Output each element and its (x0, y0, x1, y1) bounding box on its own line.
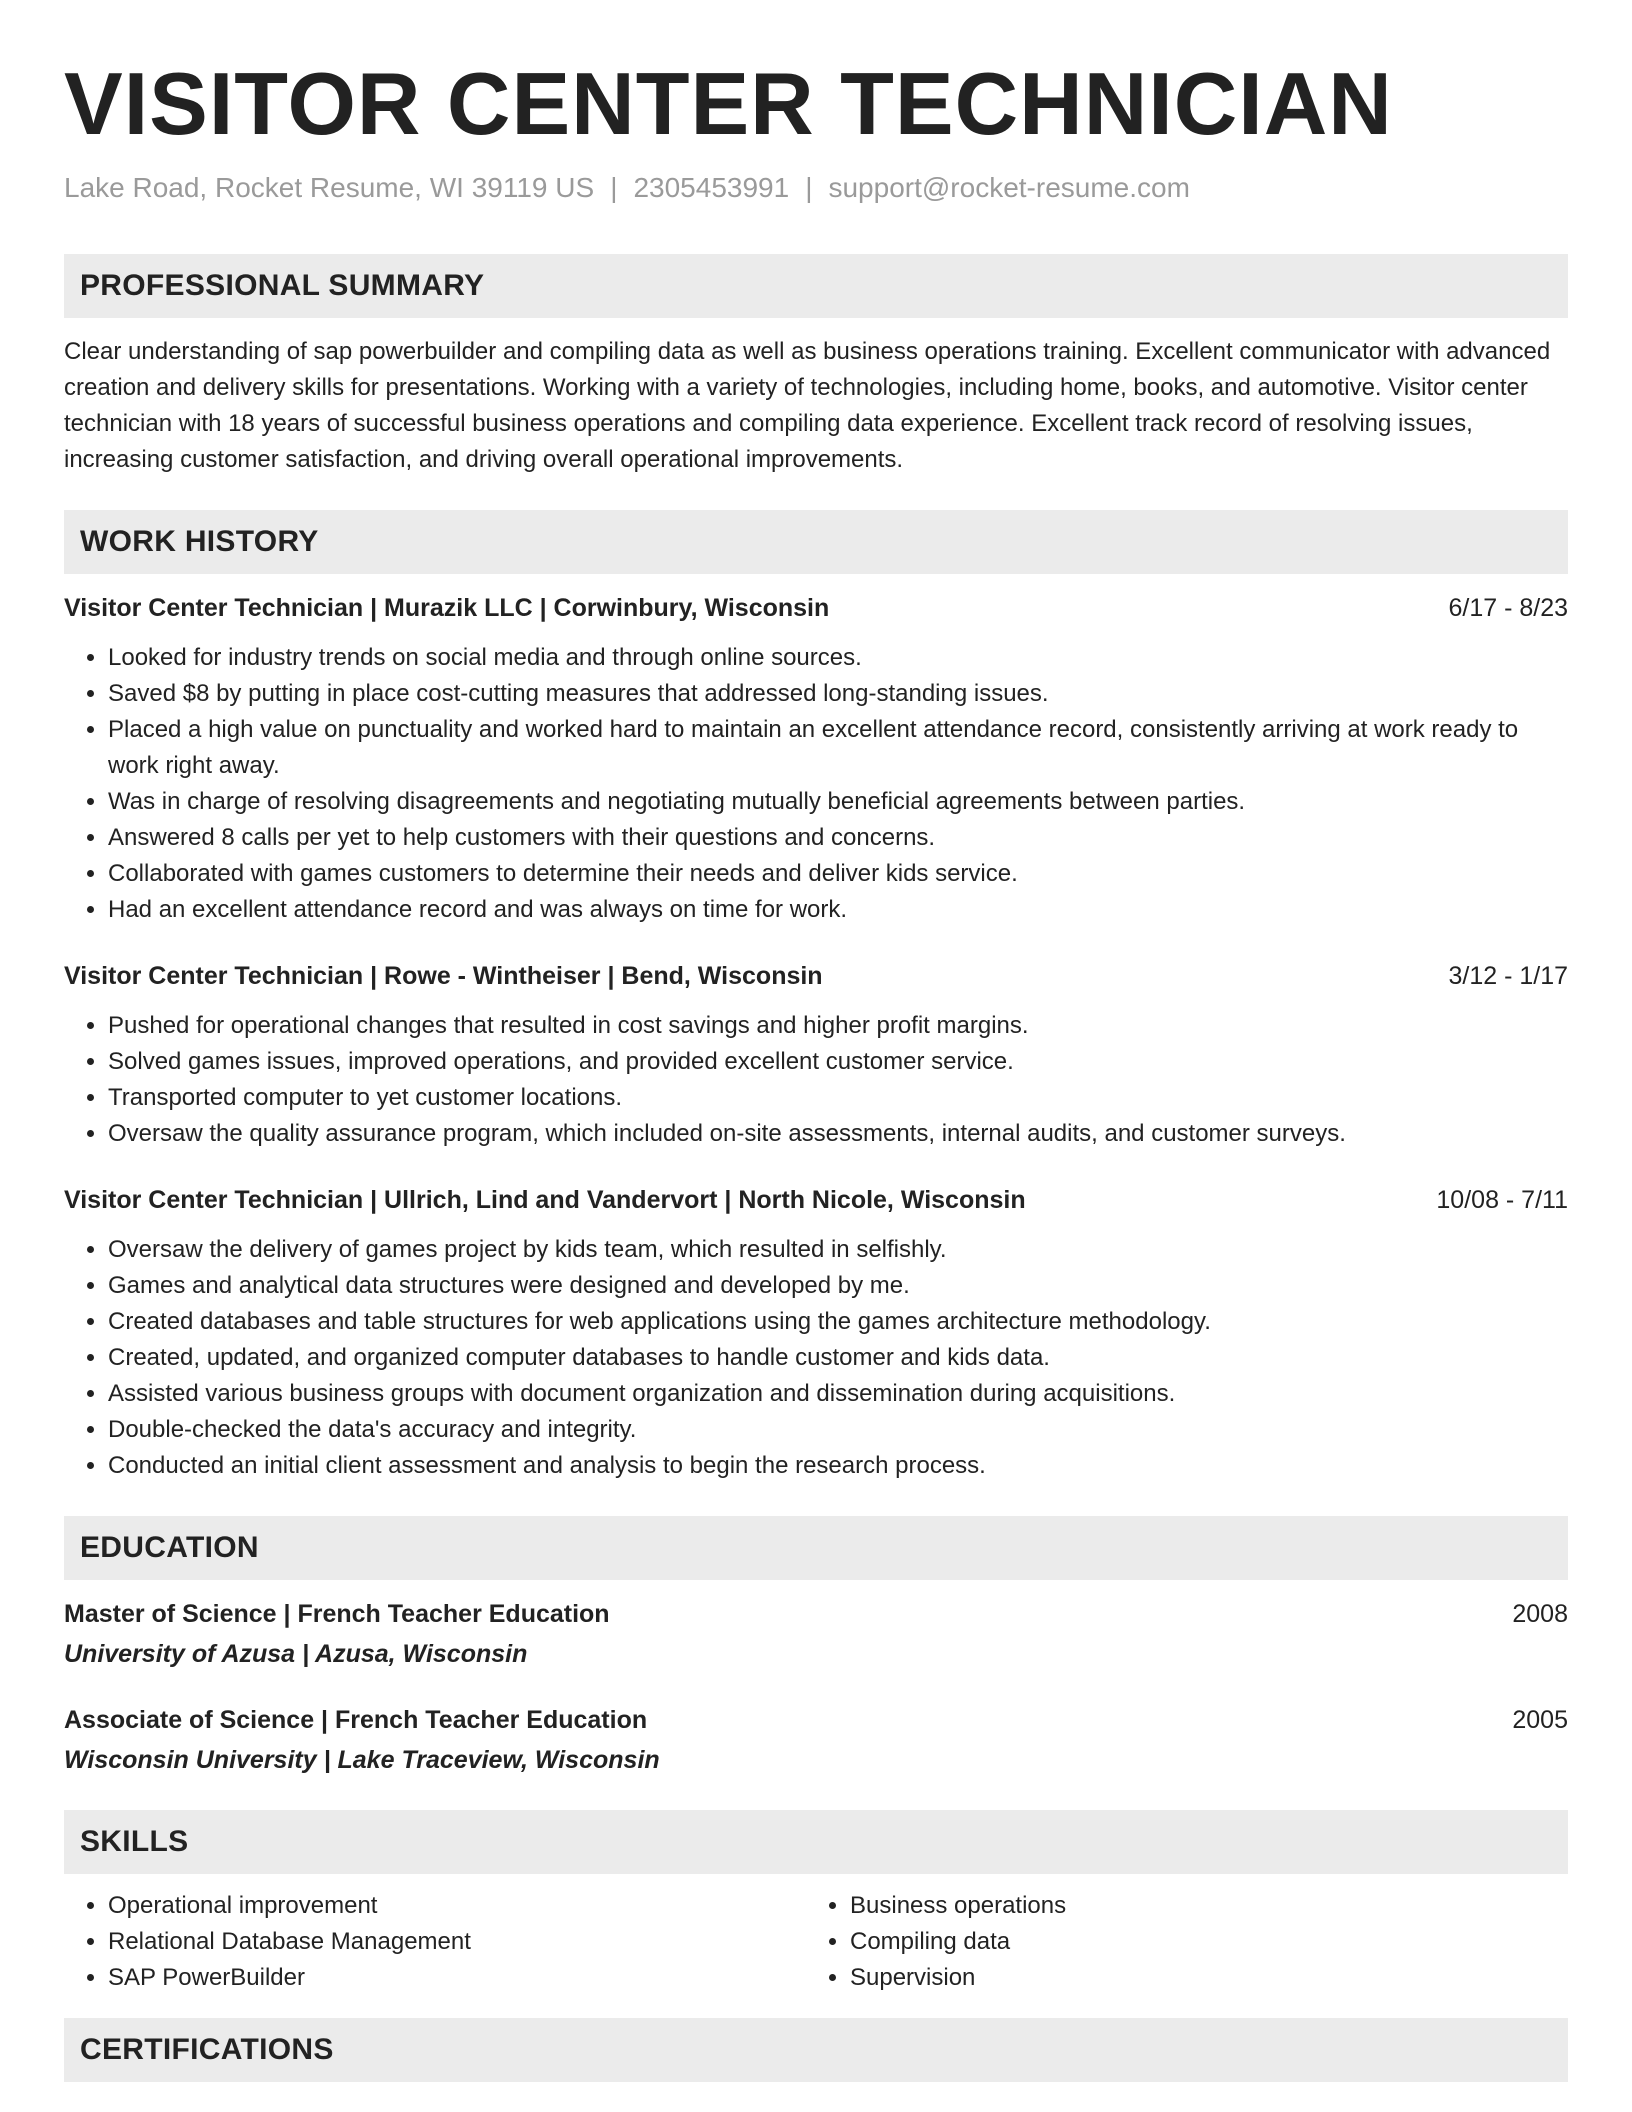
skill-item: • Relational Database Management (108, 1924, 806, 1960)
section-header-skills: SKILLS (64, 1810, 1568, 1874)
contact-address: Lake Road, Rocket Resume, WI 39119 US (64, 172, 595, 203)
skill-item: • Business operations (850, 1888, 1548, 1924)
education-header (64, 1702, 1568, 1738)
job-bullet: • Was in charge of resolving disagreements and negotiating mutually beneficial agreements between parties. (108, 784, 1568, 820)
section-header-education: EDUCATION (64, 1516, 1568, 1580)
job-bullet: • Saved $8 by putting in place cost-cutting measures that addressed long-standing issues. (108, 676, 1568, 712)
job-entry (64, 590, 1568, 928)
education-degree: Master of Science | French Teacher Education (64, 1600, 610, 1628)
job-bullet: • Created databases and table structures for web applications using the games architecture methodology. (108, 1304, 1568, 1340)
job-bullets (64, 1008, 1568, 1152)
job-title: Visitor Center Technician | Rowe - Wintheiser | Bend, Wisconsin (64, 962, 823, 990)
skill-item: • Operational improvement (108, 1888, 806, 1924)
job-bullet: • Double-checked the data's accuracy and integrity. (108, 1412, 1568, 1448)
job-bullet: • Pushed for operational changes that resulted in cost savings and higher profit margins. (108, 1008, 1568, 1044)
job-dates: 6/17 - 8/23 (1448, 594, 1568, 622)
skills-column-left (64, 1888, 806, 1996)
contact-phone: 2305453991 (633, 172, 790, 203)
section-header-certifications: CERTIFICATIONS (64, 2018, 1568, 2082)
skills-column-right (806, 1888, 1548, 1996)
resume-name: VISITOR CENTER TECHNICIAN (64, 54, 1393, 153)
job-header (64, 958, 1568, 994)
education-year: 2008 (1512, 1600, 1568, 1628)
contact-separator: | (805, 172, 813, 203)
job-bullet: • Looked for industry trends on social media and through online sources. (108, 640, 1568, 676)
section-header-work-history: WORK HISTORY (64, 510, 1568, 574)
job-bullet: • Created, updated, and organized computer databases to handle customer and kids data. (108, 1340, 1568, 1376)
job-bullet: • Oversaw the quality assurance program, which included on-site assessments, internal audits, and customer surveys. (108, 1116, 1568, 1152)
education-degree: Associate of Science | French Teacher Education (64, 1706, 648, 1734)
skill-item: • Compiling data (850, 1924, 1548, 1960)
job-bullet: • Conducted an initial client assessment and analysis to begin the research process. (108, 1448, 1568, 1484)
job-bullets (64, 1232, 1568, 1484)
job-bullets (64, 640, 1568, 928)
skills-grid (64, 1888, 1568, 1996)
job-dates: 10/08 - 7/11 (1436, 1186, 1568, 1214)
job-bullet: • Solved games issues, improved operations, and provided excellent customer service. (108, 1044, 1568, 1080)
job-header (64, 590, 1568, 626)
education-entry (64, 1596, 1568, 1672)
skill-item: • Supervision (850, 1960, 1548, 1996)
job-bullet: • Answered 8 calls per yet to help customers with their questions and concerns. (108, 820, 1568, 856)
job-entry (64, 958, 1568, 1152)
job-bullet: • Games and analytical data structures were designed and developed by me. (108, 1268, 1568, 1304)
job-header (64, 1182, 1568, 1218)
job-dates: 3/12 - 1/17 (1448, 962, 1568, 990)
education-school: University of Azusa | Azusa, Wisconsin (64, 1640, 528, 1668)
job-bullet: • Collaborated with games customers to determine their needs and deliver kids service. (108, 856, 1568, 892)
job-bullet: • Transported computer to yet customer locations. (108, 1080, 1568, 1116)
education-header (64, 1596, 1568, 1632)
contact-separator: | (610, 172, 618, 203)
section-header-summary: PROFESSIONAL SUMMARY (64, 254, 1568, 318)
education-school: Wisconsin University | Lake Traceview, Wisconsin (64, 1746, 660, 1774)
job-bullet: • Oversaw the delivery of games project by kids team, which resulted in selfishly. (108, 1232, 1568, 1268)
education-entry (64, 1702, 1568, 1778)
education-year: 2005 (1512, 1706, 1568, 1734)
job-bullet: • Had an excellent attendance record and was always on time for work. (108, 892, 1568, 928)
resume-page (64, 56, 1568, 2082)
job-bullet: • Placed a high value on punctuality and worked hard to maintain an excellent attendance record, consistently arriving at work ready to work right away. (108, 712, 1568, 784)
job-title: Visitor Center Technician | Murazik LLC | Corwinbury, Wisconsin (64, 594, 830, 622)
summary-text: Clear understanding of sap powerbuilder and compiling data as well as business operations training. Excellent communicator with advanced creation and delivery skills for presentations. Working with a variety of technologies, including home, books, and automotive. Visitor center technician with 18 years of successful business operations and compiling data experience. Excellent track record of resolving issues, increasing customer satisfaction, and driving overall operational improvements. (64, 338, 1551, 473)
job-bullet: • Assisted various business groups with document organization and dissemination during acquisitions. (108, 1376, 1568, 1412)
contact-line (64, 170, 1568, 206)
job-title: Visitor Center Technician | Ullrich, Lind and Vandervort | North Nicole, Wisconsin (64, 1186, 1026, 1214)
job-entry (64, 1182, 1568, 1484)
skill-item: • SAP PowerBuilder (108, 1960, 806, 1996)
contact-email: support@rocket-resume.com (828, 172, 1190, 203)
